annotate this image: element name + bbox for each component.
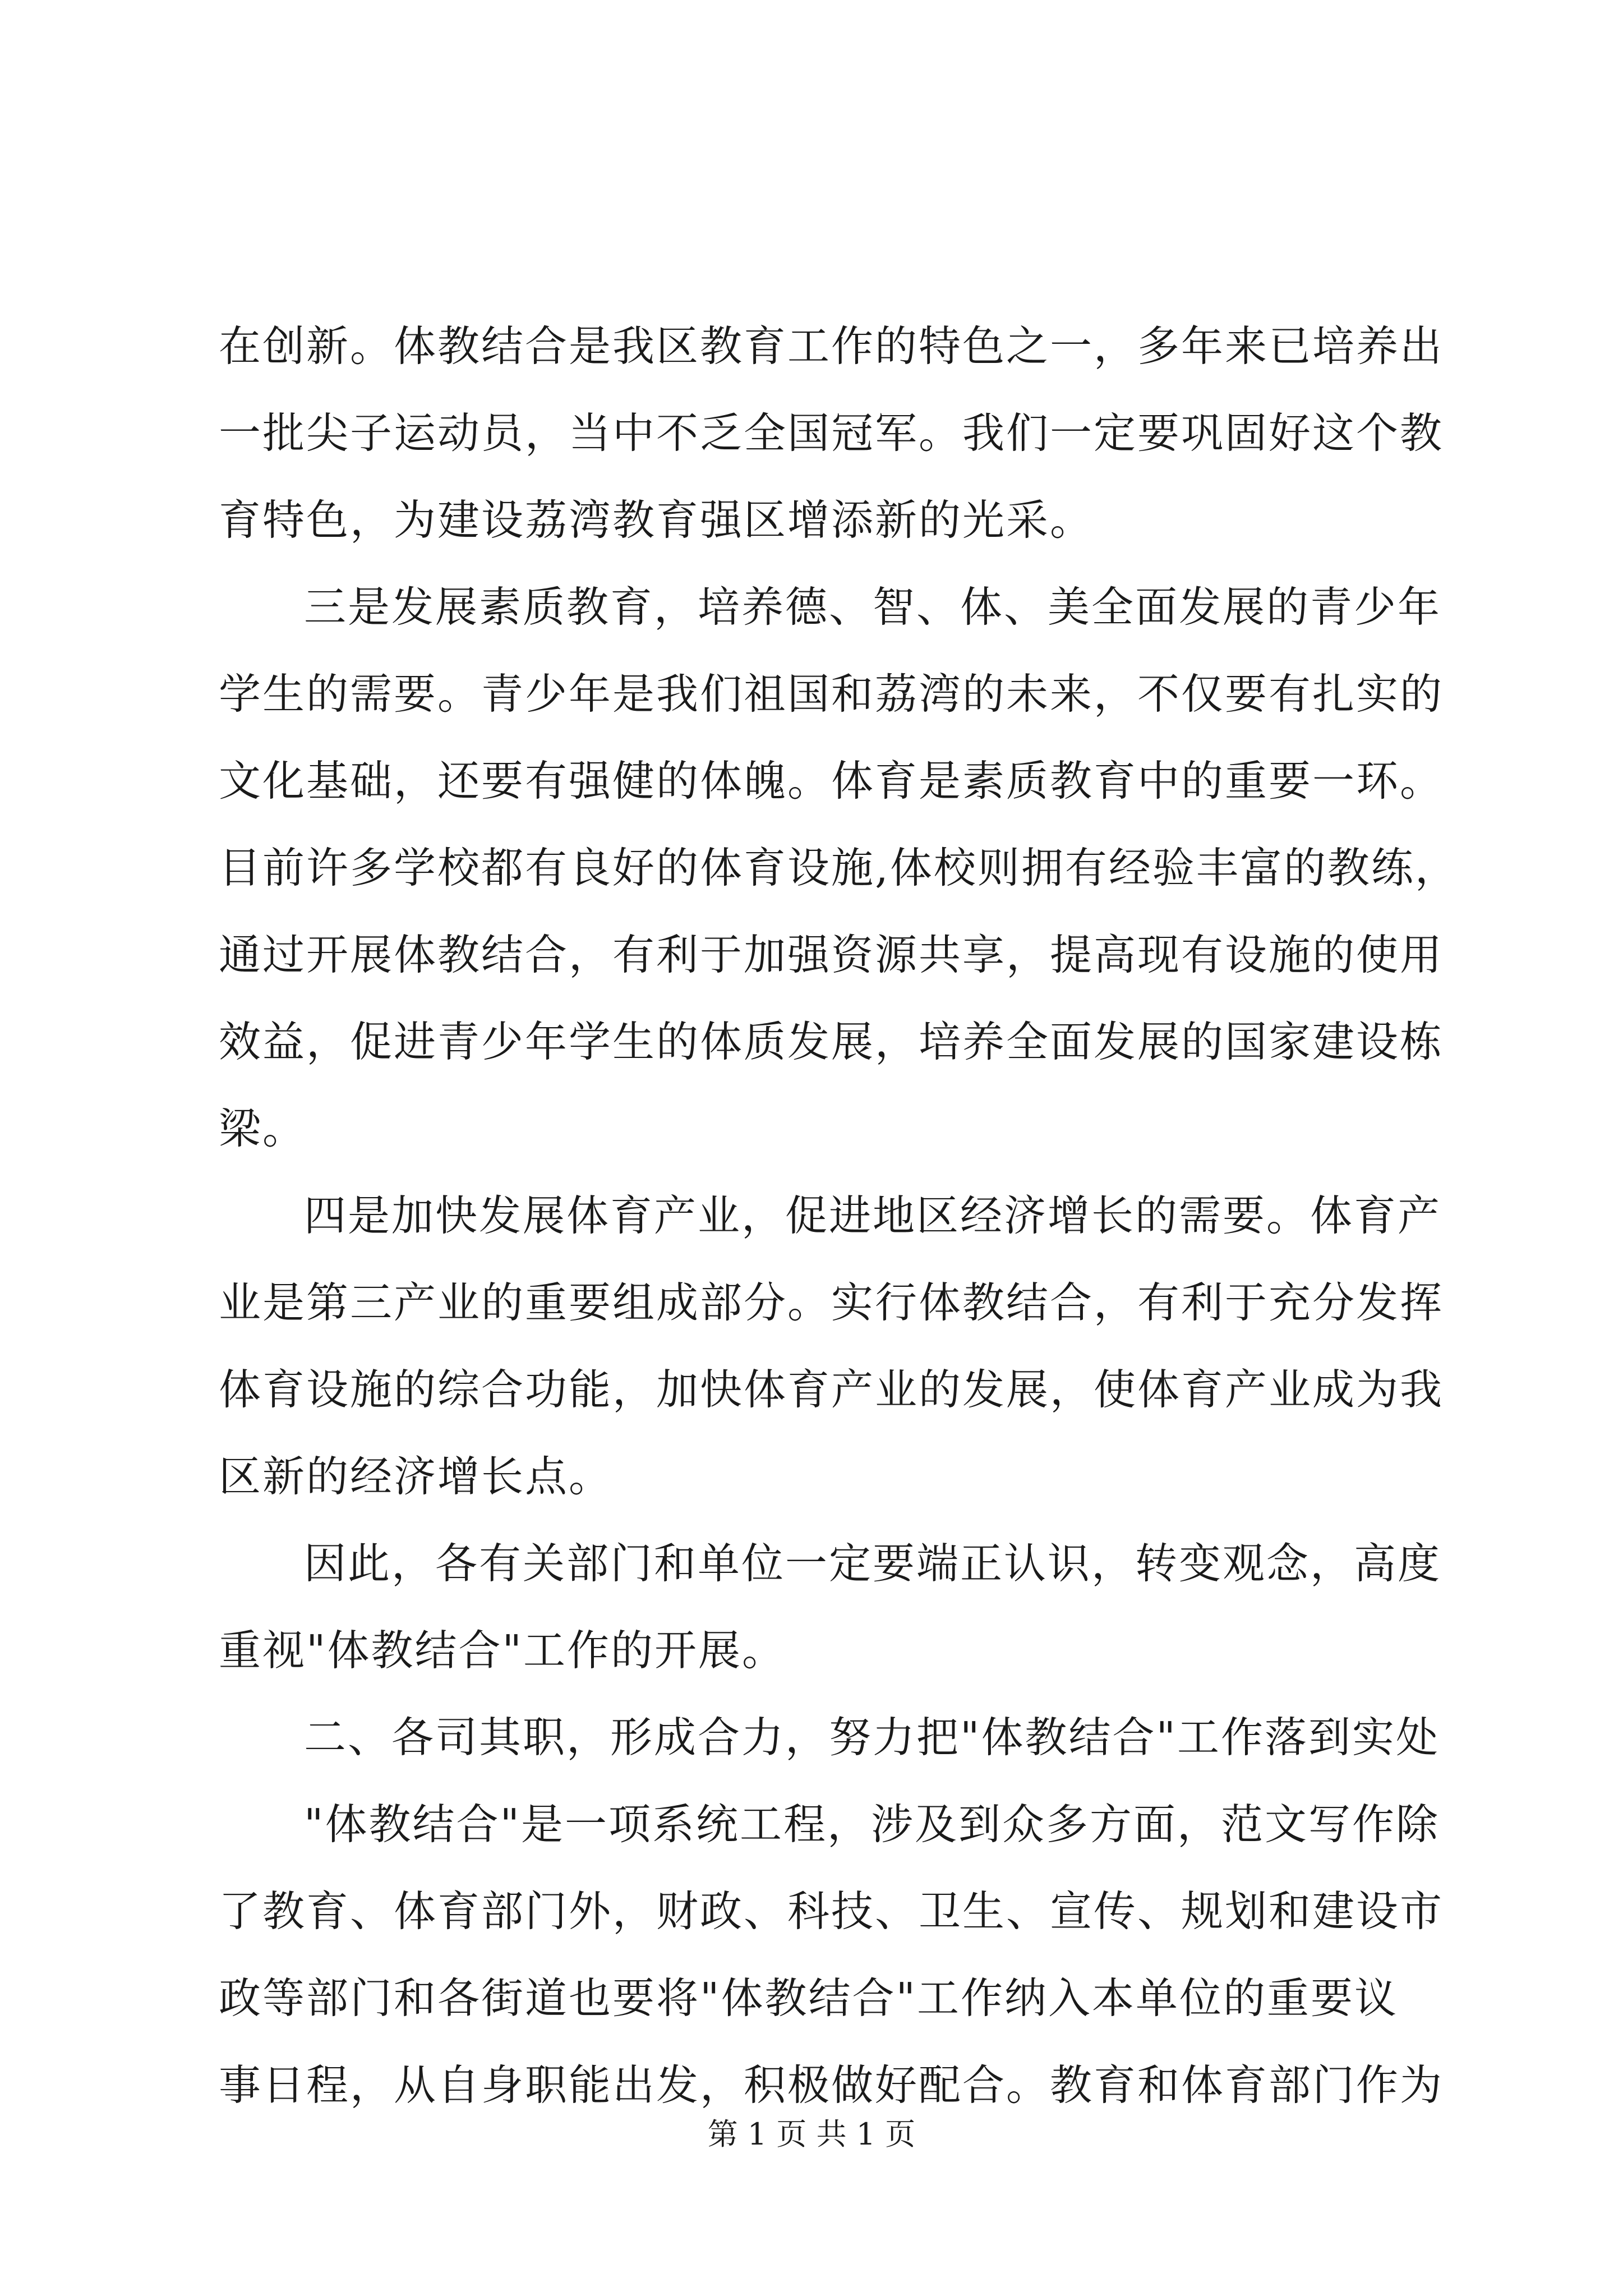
paragraph-start-line: 四是加快发展体育产业，促进地区经济增长的需要。体育产 <box>304 1191 1442 1240</box>
paragraph-start-line: 因此，各有关部门和单位一定要端正认识，转变观念，高度 <box>304 1539 1442 1588</box>
text-line: 业是第三产业的重要组成部分。实行体教结合，有利于充分发挥 <box>219 1278 1444 1327</box>
text-line: 育特色，为建设荔湾教育强区增添新的光采。 <box>219 495 1094 545</box>
text-line: 重视"体教结合"工作的开展。 <box>219 1626 786 1675</box>
text-line: 了教育、体育部门外，财政、科技、卫生、宣传、规划和建设市 <box>219 1887 1444 1936</box>
section-heading: 二、各司其职，形成合力，努力把"体教结合"工作落到实处 <box>304 1713 1440 1762</box>
text-line: 目前许多学校都有良好的体育设施,体校则拥有经验丰富的教练， <box>219 843 1459 892</box>
paragraph-start-line: 三是发展素质教育，培养德、智、体、美全面发展的青少年 <box>304 582 1442 632</box>
text-line: 在创新。体教结合是我区教育工作的特色之一，多年来已培养出 <box>219 321 1444 371</box>
text-line: 政等部门和各街道也要将"体教结合"工作纳入本单位的重要议 <box>219 1973 1398 2023</box>
text-line: 学生的需要。青少年是我们祖国和荔湾的未来，不仅要有扎实的 <box>219 669 1444 719</box>
text-line: 事日程，从自身职能出发，积极做好配合。教育和体育部门作为 <box>219 2060 1444 2110</box>
text-line: 区新的经济增长点。 <box>219 1452 613 1501</box>
text-line: 文化基础，还要有强健的体魄。体育是素质教育中的重要一环。 <box>219 756 1444 806</box>
text-line: 效益，促进青少年学生的体质发展，培养全面发展的国家建设栋 <box>219 1017 1444 1066</box>
text-line: 体育设施的综合功能，加快体育产业的发展，使体育产业成为我 <box>219 1365 1444 1414</box>
page-number-footer: 第 1 页 共 1 页 <box>707 2116 916 2152</box>
text-line: 通过开展体教结合，有利于加强资源共享，提高现有设施的使用 <box>219 930 1444 979</box>
text-line: 一批尖子运动员，当中不乏全国冠军。我们一定要巩固好这个教 <box>219 408 1444 458</box>
text-line: 梁。 <box>219 1104 307 1153</box>
paragraph-start-line: "体教结合"是一项系统工程，涉及到众多方面，范文写作除 <box>304 1800 1440 1849</box>
document-body <box>219 303 1459 2129</box>
